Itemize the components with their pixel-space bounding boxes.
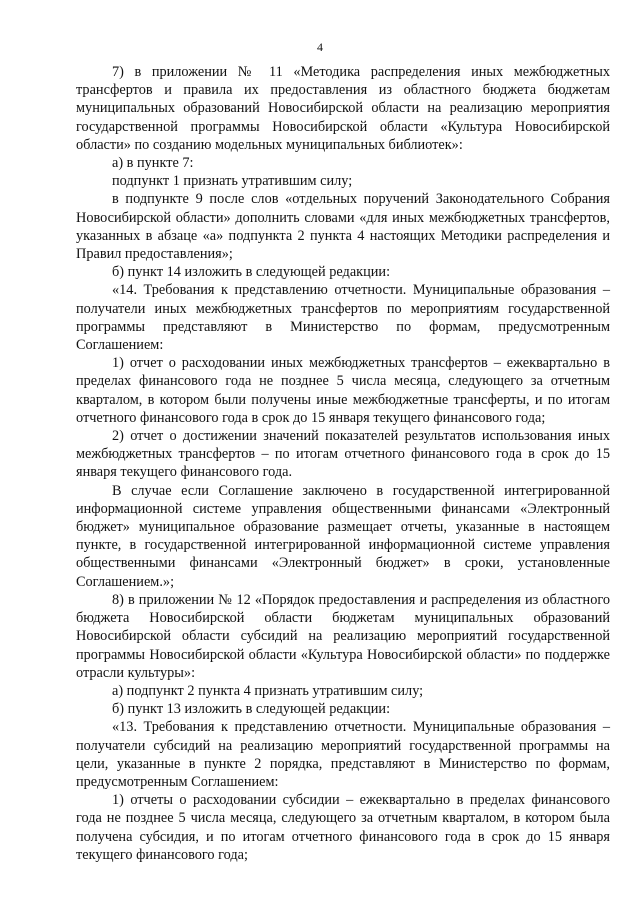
paragraph-point-14-text: «14. Требования к представлению отчетности. Муниципальные образования – получатели иных межбюджетных трансфертов по мероприятиям государственной программы представляют в Министерство по формам, предусмотренным Соглашением: [76,282,610,354]
paragraph-point-13-text: «13. Требования к представлению отчетности. Муниципальные образования – получатели субсидий на реализацию мероприятий государственной программы на цели, указанные в пункте 2 порядка, представляют в Министерство по формам, предусмотренным Соглашением: [76,719,610,790]
paragraph-subpoint-1-void: подпункт 1 признать утратившим силу; [112,173,353,190]
paragraph-subpoint-9-addition: в подпункте 9 после слов «отдельных поручений Законодательного Собрания Новосибирской области» дополнить словами «для иных межбюджетных трансфертов, указанных в абзаце «а» подпункта 2 пункта 4 настоящих Методики распределения и Правил предоставления»; [76,191,610,263]
page-number: 4 [317,40,323,54]
paragraph-point-14-electronic-budget: В случае если Соглашение заключено в государственной интегрированной информационной системе управления общественными финансами «Электронный бюджет» муниципальное образование размещает отчеты, указанные в настоящем пункте, в государственной интегрированной информационной системе управления общественными финансами «Электронный бюджет» в сроки, установленные Соглашением.»; [76,482,610,590]
paragraph-point-14-report-2: 2) отчет о достижении значений показателей результатов использования иных межбюджетных трансфертов – по итогам отчетного финансового года в срок до 15 января текущего финансового года. [76,428,610,481]
paragraph-subitem-b-point-13: б) пункт 13 изложить в следующей редакции: [112,701,391,718]
paragraph-subitem-a-point-7: а) в пункте 7: [112,155,194,172]
paragraph-item-8: 8) в приложении № 12 «Порядок предоставления и распределения из областного бюджета Новосибирской области бюджетам муниципальных образований Новосибирской области субсидий на реализацию мероприятий государственной программы Новосибирской области «Культура Новосибирской области» по поддержке отрасли культуры»: [76,591,610,681]
paragraph-subitem-a-point-4: а) подпункт 2 пункта 4 признать утратившим силу; [112,682,424,699]
document-body [76,63,610,864]
paragraph-point-13-report-1: 1) отчеты о расходовании субсидии – ежеквартально в пределах финансового года не позднее 5 числа месяца, следующего за отчетным кварталом, в котором была получена субсидия, и по итогам отчетного финансового года в срок до 15 января текущего финансового года; [76,792,610,863]
paragraph-point-14-report-1: 1) отчет о расходовании иных межбюджетных трансфертов – ежеквартально в пределах финансового года не позднее 5 числа месяца, следующего за отчетным кварталом, в котором были получены иные межбюджетные трансферты, и по итогам отчетного финансового года в срок до 15 января текущего финансового года; [76,355,610,426]
paragraph-subitem-b-point-14: б) пункт 14 изложить в следующей редакции: [112,264,391,281]
paragraph-item-7: 7) в приложении № 11 «Методика распределения иных межбюджетных трансфертов и правила их предоставления из областного бюджета бюджетам муниципальных образований Новосибирской области на реализацию мероприятия государственной программы Новосибирской области «Культура Новосибирской области» по созданию модельных муниципальных библиотек»: [76,64,610,153]
